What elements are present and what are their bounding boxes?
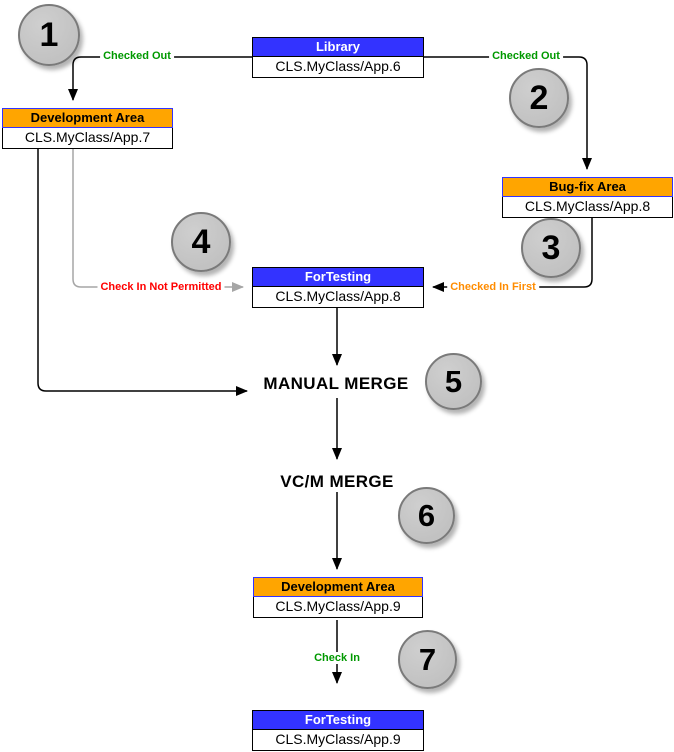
step-circle-6: 6 — [398, 487, 455, 544]
node-development-area-app9 — [253, 577, 423, 618]
manual-merge-label: MANUAL MERGE — [263, 374, 409, 393]
node-subtitle: CLS.MyClass/App.6 — [252, 57, 424, 78]
step-circle-3: 3 — [521, 218, 581, 278]
node-title: Bug-fix Area — [502, 177, 673, 197]
step-circle-1: 1 — [18, 4, 80, 66]
node-bugfix-area-app8 — [502, 177, 673, 218]
step-circle-7: 7 — [398, 630, 457, 689]
node-subtitle: CLS.MyClass/App.9 — [253, 597, 423, 618]
edge-label-check-in-not-permitted: Check In Not Permitted — [97, 281, 224, 293]
step-circle-4: 4 — [171, 212, 231, 272]
node-fortesting-app9 — [252, 710, 424, 751]
node-subtitle: CLS.MyClass/App.9 — [252, 730, 424, 751]
arrow-dev7-to-manual-merge — [38, 146, 247, 391]
node-title: ForTesting — [252, 267, 424, 287]
node-title: Development Area — [2, 108, 173, 128]
node-title: Library — [252, 37, 424, 57]
arrow-library-to-dev7 — [73, 57, 252, 100]
node-subtitle: CLS.MyClass/App.8 — [252, 287, 424, 308]
node-subtitle: CLS.MyClass/App.8 — [502, 197, 673, 218]
vcm-merge-label: VC/M MERGE — [280, 472, 394, 491]
node-title: ForTesting — [252, 710, 424, 730]
node-title: Development Area — [253, 577, 423, 597]
edge-label-checked-out-left: Checked Out — [100, 50, 174, 62]
node-fortesting-app8 — [252, 267, 424, 308]
node-library — [252, 37, 424, 78]
step-circle-2: 2 — [509, 68, 569, 128]
edge-label-check-in: Check In — [311, 652, 363, 664]
edge-label-checked-in-first: Checked In First — [447, 281, 539, 293]
edge-label-checked-out-right: Checked Out — [489, 50, 563, 62]
node-subtitle: CLS.MyClass/App.7 — [2, 128, 173, 149]
step-circle-5: 5 — [425, 353, 482, 410]
node-development-area-app7 — [2, 108, 173, 149]
